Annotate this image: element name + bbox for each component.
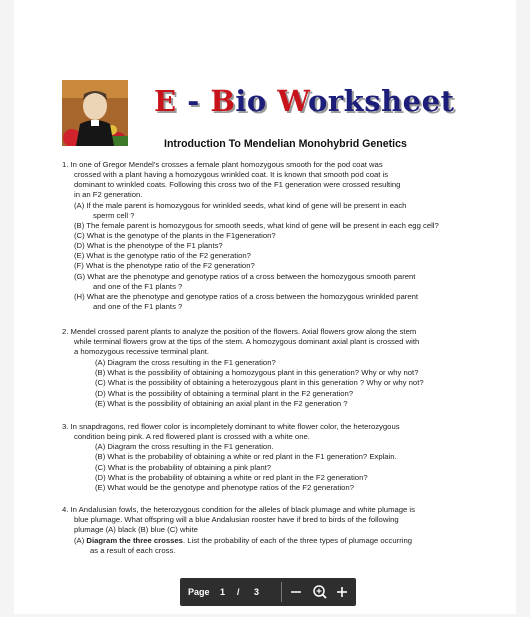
zoom-button[interactable]: [308, 578, 332, 606]
q4-line-2: blue plumage. What offspring will a blue Andalusian rooster have if bred to birds of the following: [74, 515, 399, 524]
q4-part-a-cont: as a result of each cross.: [90, 546, 176, 555]
q4-part-a: [74, 536, 412, 546]
q4-line-3: plumage (A) black (B) blue (C) white: [74, 525, 198, 534]
q1-part-g-cont: and one of the F1 plants ?: [93, 282, 183, 291]
title-orksheet: orksheet: [308, 84, 455, 118]
q1-part-e: (E) What is the genotype ratio of the F2 generation?: [74, 251, 251, 260]
title-dash: -: [176, 84, 211, 118]
minus-icon: [284, 578, 308, 606]
q3-part-d: (D) What is the probability of obtaining a white or red plant in the F2 generation?: [95, 473, 368, 482]
q3-part-a: (A) Diagram the cross resulting in the F1 generation.: [95, 442, 274, 451]
q1-part-a-cont: sperm cell ?: [93, 211, 135, 220]
q3-part-e: (E) What would be the genotype and phenotype ratios of the F2 generation?: [95, 483, 354, 492]
q1-line-3: dominant to wrinkled coats. Following this cross two of the F1 generation were crossed resulting: [74, 180, 401, 189]
current-page-input[interactable]: 1: [220, 587, 226, 597]
q2-part-a: (A) Diagram the cross resulting in the F1 generation?: [95, 358, 276, 367]
q2-line-2: while terminal flowers grow at the tips of the stem. A homozygous dominant axial plant is crossed with: [74, 337, 420, 346]
title-io: io: [235, 84, 278, 118]
q1-line-1: 1. In one of Gregor Mendel's crosses a female plant homozygous smooth for the pod coat was: [62, 160, 383, 169]
zoom-in-button[interactable]: [330, 578, 354, 606]
q3-part-c: (C) What is the probability of obtaining a pink plant?: [95, 463, 272, 472]
worksheet-subtitle: Introduction To Mendelian Monohybrid Genetics: [164, 138, 407, 150]
magnifier-icon: [308, 578, 332, 606]
q1-line-4: in an F2 generation.: [74, 190, 143, 199]
q2-line-1: 2. Mendel crossed parent plants to analyze the position of the flowers. Axial flowers grow along the stem: [62, 327, 417, 336]
q1-part-f: (F) What is the phenotype ratio of the F2 generation?: [74, 261, 255, 270]
plus-icon: [330, 578, 354, 606]
q1-part-h: (H) What are the phenotype and genotype ratios of a cross between the homozygous wrinkled parent: [74, 292, 419, 301]
q4-line-1: 4. In Andalusian fowls, the heterozygous condition for the alleles of black plumage and white plumage is: [62, 505, 415, 514]
zoom-out-button[interactable]: [284, 578, 308, 606]
q4-part-a-prefix: (A): [74, 536, 87, 545]
worksheet-title: [154, 84, 454, 118]
document-page: [14, 0, 516, 614]
toolbar-divider: [281, 582, 282, 602]
q1-part-c: (C) What is the genotype of the plants in the F1generation?: [74, 231, 276, 240]
q1-line-2: crossed with a plant having a homozygous wrinkled coat. It is known that smooth pod coat is: [74, 170, 389, 179]
q1-part-d: (D) What is the phenotype of the F1 plants?: [74, 241, 223, 250]
page-label: Page: [188, 587, 210, 597]
q2-line-3: a homozygous recessive terminal plant.: [74, 347, 210, 356]
page-separator: /: [237, 587, 240, 597]
q2-part-c: (C) What is the possibility of obtaining a heterozygous plant in this generation ? Why or why not?: [95, 378, 424, 387]
gregor-mendel-portrait: [62, 80, 128, 146]
total-pages: 3: [254, 587, 260, 597]
q1-part-g: (G) What are the phenotype and genotype ratios of a cross between the homozygous smooth parent: [74, 272, 416, 281]
q2-part-e: (E) What is the possibility of obtaining an axial plant in the F2 generation ?: [95, 399, 348, 408]
title-e: E: [154, 84, 177, 118]
q3-line-2: condition being pink. A red flowered plant is crossed with a white one.: [74, 432, 310, 441]
q1-part-a: (A) If the male parent is homozygous for wrinkled seeds, what kind of gene will be present in each: [74, 201, 407, 210]
q1-part-h-cont: and one of the F1 plants ?: [93, 302, 183, 311]
title-b: B: [210, 84, 236, 118]
title-w: W: [277, 84, 309, 118]
q2-part-b: (B) What is the possibility of obtaining a homozygous plant in this generation? Why or why not?: [95, 368, 419, 377]
q3-line-1: 3. In snapdragons, red flower color is incompletely dominant to white flower color, the heterozygous: [62, 422, 400, 431]
q4-part-a-bold: Diagram the three crosses: [86, 536, 183, 545]
q1-part-b: (B) The female parent is homozygous for smooth seeds, what kind of gene will be present in each egg cell?: [74, 221, 439, 230]
q4-part-a-rest: . List the probability of each of the three types of plumage occurring: [182, 536, 413, 545]
q2-part-d: (D) What is the possibility of obtaining a terminal plant in the F2 generation?: [95, 389, 354, 398]
pdf-viewer-toolbar: [180, 578, 356, 606]
q3-part-b: (B) What is the probability of obtaining a white or red plant in the F1 generation? Explain.: [95, 452, 397, 461]
